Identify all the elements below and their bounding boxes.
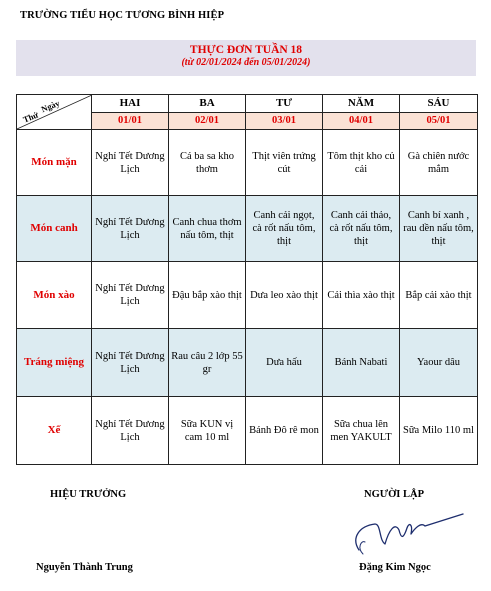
principal-name: Nguyễn Thành Trung bbox=[36, 562, 133, 573]
menu-cell: Gà chiên nước mắm bbox=[400, 130, 478, 196]
table-row bbox=[17, 196, 478, 262]
menu-cell: Cá ba sa kho thơm bbox=[169, 130, 246, 196]
menu-cell: Nghỉ Tết Dương Lịch bbox=[92, 130, 169, 196]
menu-cell: Nghỉ Tết Dương Lịch bbox=[92, 329, 169, 397]
menu-cell: Bánh Đô rê mon bbox=[246, 397, 323, 465]
weekly-menu-table bbox=[16, 94, 478, 465]
menu-cell: Bánh Nabati bbox=[323, 329, 400, 397]
menu-cell: Nghỉ Tết Dương Lịch bbox=[92, 397, 169, 465]
table-row bbox=[17, 329, 478, 397]
menu-cell: Canh cải thảo, cà rốt nấu tôm, thịt bbox=[323, 196, 400, 262]
menu-cell: Sữa Milo 110 ml bbox=[400, 397, 478, 465]
menu-cell: Canh chua thơm nấu tôm, thịt bbox=[169, 196, 246, 262]
table-row bbox=[17, 130, 478, 196]
school-name: TRƯỜNG TIỂU HỌC TƯƠNG BÌNH HIỆP bbox=[20, 10, 225, 21]
table-row bbox=[17, 262, 478, 329]
day-date: 05/01 bbox=[400, 112, 478, 130]
menu-cell: Thịt viên trứng cút bbox=[246, 130, 323, 196]
principal-title: HIỆU TRƯỞNG bbox=[50, 489, 127, 500]
menu-title: THỰC ĐƠN TUẦN 18 bbox=[189, 44, 303, 56]
menu-cell: Đậu bắp xào thịt bbox=[169, 262, 246, 329]
day-name: NĂM bbox=[323, 95, 400, 113]
row-label: Món mặn bbox=[17, 130, 92, 196]
day-date: 02/01 bbox=[169, 112, 246, 130]
menu-cell: Sữa chua lên men YAKULT bbox=[323, 397, 400, 465]
menu-cell: Cải thìa xào thịt bbox=[323, 262, 400, 329]
row-label: Món canh bbox=[17, 196, 92, 262]
menu-date-range: (từ 02/01/2024 đến 05/01/2024) bbox=[181, 57, 311, 68]
menu-cell: Bắp cải xào thịt bbox=[400, 262, 478, 329]
day-name: HAI bbox=[92, 95, 169, 113]
corner-date-label: Ngày bbox=[39, 97, 61, 115]
menu-cell: Canh cải ngọt, cà rốt nấu tôm, thịt bbox=[246, 196, 323, 262]
row-label: Tráng miệng bbox=[17, 329, 92, 397]
preparer-title: NGƯỜI LẬP bbox=[364, 489, 424, 500]
day-date: 04/01 bbox=[323, 112, 400, 130]
menu-cell: Yaour dâu bbox=[400, 329, 478, 397]
row-label: Món xào bbox=[17, 262, 92, 329]
day-header-row bbox=[17, 95, 478, 113]
menu-cell: Nghỉ Tết Dương Lịch bbox=[92, 262, 169, 329]
menu-cell: Nghỉ Tết Dương Lịch bbox=[92, 196, 169, 262]
menu-cell: Canh bí xanh , rau dền nấu tôm, thịt bbox=[400, 196, 478, 262]
corner-day-label: Thứ bbox=[21, 109, 40, 125]
menu-cell: Tôm thịt kho củ cải bbox=[323, 130, 400, 196]
day-name: BA bbox=[169, 95, 246, 113]
row-label: Xế bbox=[17, 397, 92, 465]
menu-cell: Dưa hấu bbox=[246, 329, 323, 397]
signature-image bbox=[345, 510, 470, 558]
menu-cell: Dưa leo xào thịt bbox=[246, 262, 323, 329]
day-date: 01/01 bbox=[92, 112, 169, 130]
corner-cell bbox=[17, 95, 92, 130]
menu-cell: Rau câu 2 lớp 55 gr bbox=[169, 329, 246, 397]
menu-cell: Sữa KUN vị cam 10 ml bbox=[169, 397, 246, 465]
day-name: SÁU bbox=[400, 95, 478, 113]
day-name: TƯ bbox=[246, 95, 323, 113]
menu-title-banner bbox=[16, 40, 476, 76]
preparer-name: Đặng Kim Ngọc bbox=[359, 562, 431, 573]
day-date: 03/01 bbox=[246, 112, 323, 130]
table-row bbox=[17, 397, 478, 465]
